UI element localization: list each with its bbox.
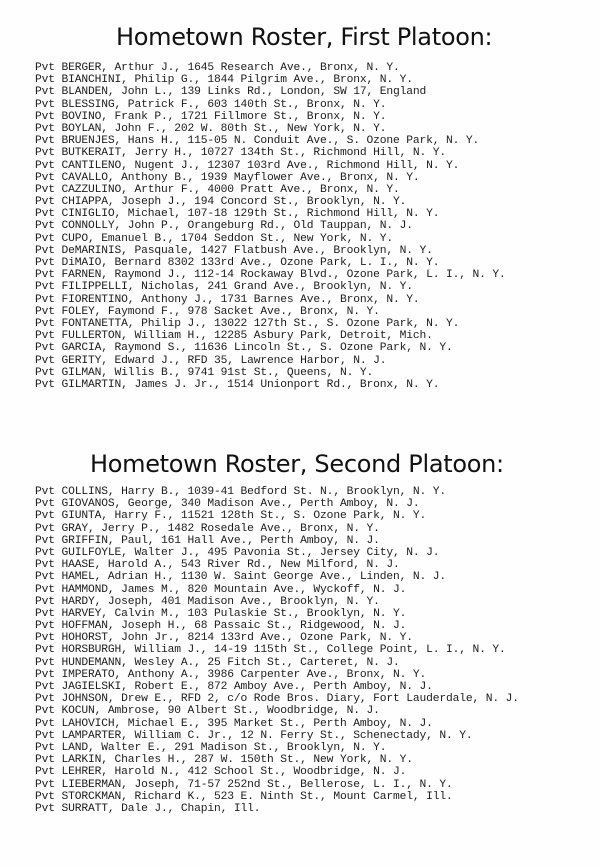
- roster-entry: Pvt HOFFMAN, Joseph H., 68 Passaic St., Ridgewood, N. J.: [35, 620, 407, 633]
- roster-entry: Pvt GIOVANOS, George, 340 Madison Ave., Perth Amboy, N. J.: [35, 498, 420, 511]
- roster-entry: Pvt LAHOVICH, Michael E., 395 Market St., Perth Amboy, N. J.: [35, 717, 433, 730]
- roster-entry: Pvt CINIGLIO, Michael, 107-18 129th St., Richmond Hill, N. Y.: [35, 208, 440, 221]
- roster-entry: Pvt GILMAN, Willis B., 9741 91st St., Queens, N. Y.: [35, 366, 374, 379]
- roster-entry: Pvt HORSBURGH, William J., 14-19 115th St., College Point, L. I., N. Y.: [35, 644, 506, 657]
- roster-entry: Pvt IMPERATO, Anthony A., 3986 Carpenter Ave., Bronx, N. Y.: [35, 668, 427, 681]
- roster-entry: Pvt CHIAPPA, Joseph J., 194 Concord St., Brooklyn, N. Y.: [35, 196, 407, 209]
- roster-entry: Pvt LEHRER, Harold N., 412 School St., Woodbridge, N. J.: [35, 766, 407, 779]
- roster-entry: Pvt BERGER, Arthur J., 1645 Research Ave., Bronx, N. Y.: [35, 62, 400, 74]
- roster-entry: Pvt GRAY, Jerry P., 1482 Rosedale Ave., Bronx, N. Y.: [35, 522, 380, 535]
- roster-entry: Pvt HOHORST, John Jr., 8214 133rd Ave., Ozone Park, N. Y.: [35, 632, 413, 645]
- roster-entry: Pvt LIEBERMAN, Joseph, 71-57 252nd St., Bellerose, L. I., N. Y.: [35, 778, 453, 791]
- roster-entry: Pvt CONNOLLY, John P., Orangeburg Rd., Old Tauppan, N. J.: [35, 220, 413, 233]
- roster-entry: Pvt BIANCHINI, Philip G., 1844 Pilgrim Ave., Bronx, N. Y.: [35, 74, 413, 87]
- roster-entry: Pvt HAMEL, Adrian H., 1130 W. Saint George Ave., Linden, N. J.: [35, 571, 447, 584]
- roster-entry: Pvt SURRATT, Dale J., Chapin, Ill.: [35, 802, 261, 815]
- second-platoon-roster: [35, 486, 519, 815]
- roster-entry: Pvt DeMARINIS, Pasquale, 1427 Flatbush Ave., Brooklyn, N. Y.: [35, 244, 433, 257]
- roster-entry: Pvt LARKIN, Charles H., 287 W. 150th St., New York, N. Y.: [35, 754, 413, 767]
- first-platoon-roster: [35, 62, 506, 391]
- roster-entry: Pvt BRUENJES, Hans H., 115-05 N. Conduit Ave., S. Ozone Park, N. Y.: [35, 135, 480, 148]
- roster-entry: Pvt BLANDEN, John L., 139 Links Rd., London, SW 17, England: [35, 86, 427, 99]
- roster-entry: Pvt HAASE, Harold A., 543 River Rd., New Milford, N. J.: [35, 559, 400, 572]
- roster-entry: Pvt STORCKMAN, Richard K., 523 E. Ninth St., Mount Carmel, Ill.: [35, 790, 453, 803]
- roster-entry: Pvt JOHNSON, Drew E., RFD 2, c/o Rode Bros. Diary, Fort Lauderdale, N. J.: [35, 693, 519, 706]
- roster-entry: Pvt BOYLAN, John F., 202 W. 80th St., New York, N. Y.: [35, 122, 387, 135]
- roster-entry: Pvt HAMMOND, James M., 820 Mountain Ave., Wyckoff, N. J.: [35, 583, 407, 596]
- roster-entry: Pvt HARVEY, Calvin M., 103 Pulaskie St., Brooklyn, N. Y.: [35, 607, 407, 620]
- roster-entry: Pvt HARDY, Joseph, 401 Madison Ave., Brooklyn, N. Y.: [35, 595, 380, 608]
- roster-entry: Pvt CAVALLO, Anthony B., 1939 Mayflower Ave., Bronx, N. Y.: [35, 171, 420, 184]
- roster-entry: Pvt FULLERTON, William H., 12285 Asbury Park, Detroit, Mich.: [35, 330, 433, 343]
- roster-entry: Pvt BOVINO, Frank P., 1721 Fillmore St., Bronx, N. Y.: [35, 110, 387, 123]
- roster-entry: Pvt FONTANETTA, Philip J., 13022 127th St., S. Ozone Park, N. Y.: [35, 317, 460, 330]
- roster-entry: Pvt GRIFFIN, Paul, 161 Hall Ave., Perth Amboy, N. J.: [35, 534, 380, 547]
- roster-entry: Pvt BLESSING, Patrick F., 603 140th St., Bronx, N. Y.: [35, 98, 387, 111]
- roster-entry: Pvt FOLEY, Faymond F., 978 Sacket Ave., Bronx, N. Y.: [35, 305, 380, 318]
- roster-entry: Pvt CANTILENO, Nugent J., 12307 103rd Ave., Richmond Hill, N. Y.: [35, 159, 460, 172]
- roster-entry: Pvt GIUNTA, Harry F., 11521 128th St., S. Ozone Park, N. Y.: [35, 510, 427, 523]
- roster-entry: Pvt DiMAIO, Bernard 8302 133rd Ave., Ozone Park, L. I., N. Y.: [35, 257, 440, 269]
- roster-entry: Pvt GUILFOYLE, Walter J., 495 Pavonia St., Jersey City, N. J.: [35, 546, 440, 559]
- roster-entry: Pvt LAMPARTER, William C. Jr., 12 N. Ferry St., Schenectady, N. Y.: [35, 729, 473, 742]
- roster-entry: Pvt COLLINS, Harry B., 1039-41 Bedford St. N., Brooklyn, N. Y.: [35, 486, 447, 498]
- roster-entry: Pvt BUTKERAIT, Jerry H., 10727 134th St., Richmond Hill, N. Y.: [35, 147, 447, 160]
- roster-entry: Pvt GILMARTIN, James J. Jr., 1514 Unionport Rd., Bronx, N. Y.: [35, 378, 440, 391]
- roster-entry: Pvt CUPO, Emanuel B., 1704 Seddon St., New York, N. Y.: [35, 232, 393, 245]
- first-platoon-heading: Hometown Roster, First Platoon:: [116, 23, 493, 51]
- roster-entry: Pvt FILIPPELLI, Nicholas, 241 Grand Ave., Brooklyn, N. Y.: [35, 281, 413, 294]
- roster-entry: Pvt CAZZULINO, Arthur F., 4000 Pratt Ave., Bronx, N. Y.: [35, 183, 400, 196]
- roster-entry: Pvt GERITY, Edward J., RFD 35, Lawrence Harbor, N. J.: [35, 354, 387, 367]
- roster-entry: Pvt JAGIELSKI, Robert E., 872 Amboy Ave., Perth Amboy, N. J.: [35, 681, 433, 693]
- second-platoon-heading: Hometown Roster, Second Platoon:: [90, 450, 504, 478]
- roster-entry: Pvt FARNEN, Raymond J., 112-14 Rockaway Blvd., Ozone Park, L. I., N. Y.: [35, 269, 506, 282]
- roster-entry: Pvt GARCIA, Raymond S., 11636 Lincoln St., S. Ozone Park, N. Y.: [35, 342, 453, 355]
- roster-entry: Pvt LAND, Walter E., 291 Madison St., Brooklyn, N. Y.: [35, 741, 387, 754]
- roster-entry: Pvt KOCUN, Ambrose, 90 Albert St., Woodbridge, N. J.: [35, 705, 380, 718]
- roster-entry: Pvt HUNDEMANN, Wesley A., 25 Fitch St., Carteret, N. J.: [35, 656, 400, 669]
- roster-entry: Pvt FIORENTINO, Anthony J., 1731 Barnes Ave., Bronx, N. Y.: [35, 293, 420, 306]
